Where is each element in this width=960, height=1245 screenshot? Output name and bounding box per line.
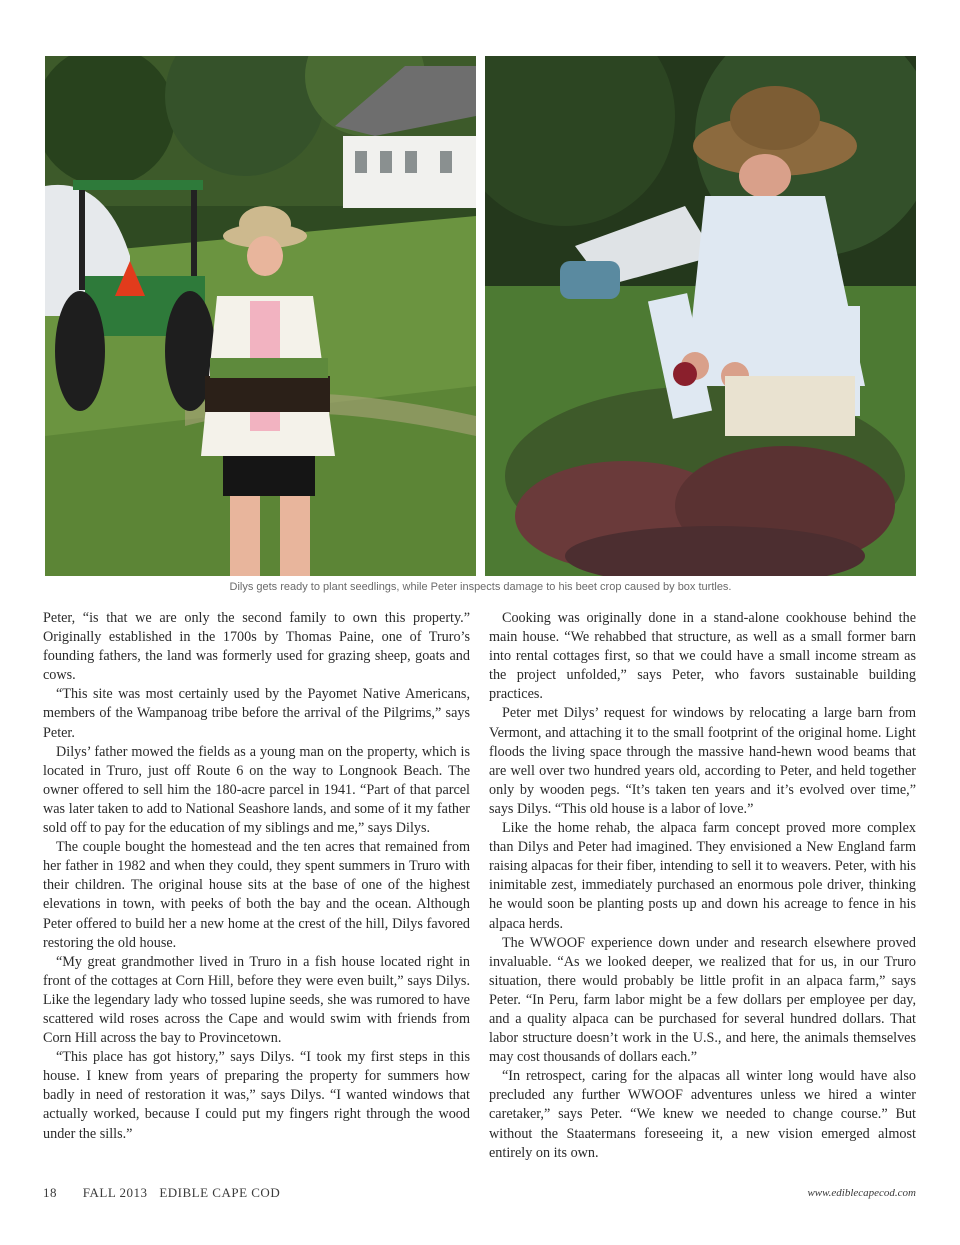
photo-peter-beets	[485, 56, 916, 576]
photo-peter-image	[485, 56, 916, 576]
paragraph: Peter, “is that we are only the second family to own this property.” Originally established in the 1700s by Thomas Paine, one of Truro’s founding fathers, the land was formerly used for grazing sheep, goats and cows.	[43, 610, 470, 684]
paragraph: Dilys’ father mowed the fields as a young man on the property, which is located in Truro, just off Route 6 on the way to Longnook Beach. The owner offered to sell him the 180-acre parcel in 1941. “Part of that parcel was later taken to add to National Seashore lands, and some of it my father sold off to pay for the education of my siblings and me,” says Dilys.	[43, 743, 470, 837]
website-link[interactable]: www.ediblecapecod.com	[807, 1187, 916, 1199]
paragraph: Like the home rehab, the alpaca farm concept proved more complex than Dilys and Peter had imagined. They envisioned a New England farm raising alpacas for their fiber, intending to sell it to weavers. Peter, with his inimitable zest, immediately purchased an enormous pole driver, thinking he would soon be planting posts up and down his acreage to fence in his alpaca herds.	[489, 820, 916, 932]
paragraph: The WWOOF experience down under and research elsewhere proved invaluable. “As we looked deeper, we realized that for us, in our Truro situation, there would probably be little profit in an alpaca farm,” says Peter. “In Peru, farm labor might be a few dollars per employee per day, and a quality alpaca can be purchased for several hundred dollars. That labor structure doesn’t work in the U.S., and here, the animals themselves may cost thousands of dollars each.”	[489, 934, 916, 1066]
photo-caption: Dilys gets ready to plant seedlings, while Peter inspects damage to his beet crop caused by box turtles.	[229, 581, 732, 593]
paragraph: The couple bought the homestead and the ten acres that remained from her father in 1982 and when they could, they spent summers in Truro with their children. The original house sits at the base of one of the highest elevations in town, with peeks of both the bay and the ocean. Although Peter offered to build her a new home at the crest of the hill, Dilys favored restoring the old house.	[43, 839, 470, 951]
paragraph: “This place has got history,” says Dilys. “I took my first steps in this house. I knew from years of preparing the property for summers how badly in need of restoration it was,” says Dilys. “I wanted windows that actually worked, because I could put my fingers right through the wood under the sills.”	[43, 1049, 470, 1142]
issue-label: FALL 2013	[82, 1185, 148, 1200]
photo-dilys-image	[45, 56, 476, 576]
paragraph: “My great grandmother lived in Truro in a fish house located right in front of the cottages at Corn Hill, before they were even built,” says Dilys. Like the legendary lady who tossed lupine seeds, she was rumored to have scattered wild roses across the Cape and would swim with friends from Corn Hill across the bay to Provincetown.	[43, 953, 470, 1047]
article-column-right	[489, 609, 916, 1163]
magazine-name: EDIBLE CAPE COD	[159, 1185, 281, 1200]
footer-folio	[43, 1185, 280, 1201]
paragraph: Cooking was originally done in a stand-alone cookhouse behind the main house. “We rehabbed that structure, as well as a small former barn into rental cottages first, so that we could have a small income stream as the project unfolded,” says Peter, who favors sustainable building practices.	[489, 610, 916, 703]
photo-dilys-seedlings	[45, 56, 476, 576]
article-column-left	[43, 609, 470, 1144]
paragraph: “This site was most certainly used by the Payomet Native Americans, members of the Wampanoag tribe before the arrival of the Pilgrims,” says Peter.	[43, 686, 470, 741]
page-number: 18	[43, 1185, 57, 1200]
paragraph: “In retrospect, caring for the alpacas all winter long would have also precluded any further WWOOF adventures unless we hired a winter caretaker,” says Peter. “We knew we needed to change course.” But without the Staatermans foreseeing it, a new vision emerged almost entirely on its own.	[489, 1068, 916, 1161]
paragraph: Peter met Dilys’ request for windows by relocating a large barn from Vermont, and attaching it to the small footprint of the original home. Light floods the living space through the massive hand-hewn wood beams that are well over two hundred years old, according to Peter, and held together only by wooden pegs. “It’s taken ten years and it’s evolved over time,” says Dilys. “This old house is a labor of love.”	[489, 705, 916, 817]
